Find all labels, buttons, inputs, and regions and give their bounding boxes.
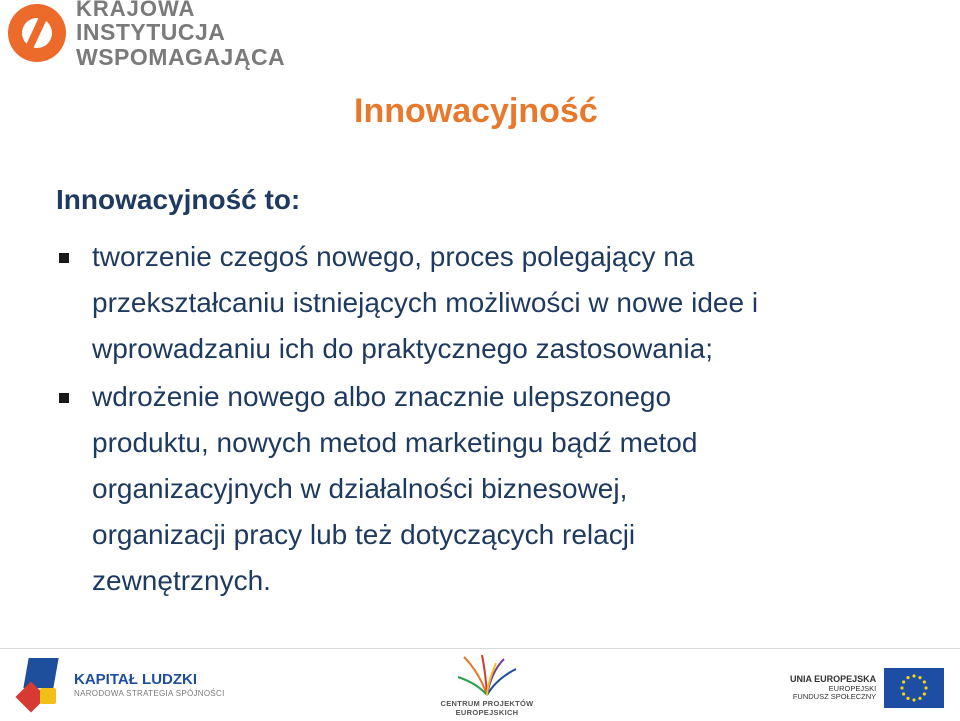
bullet-line: organizacji pracy lub też dotyczących relacji	[92, 519, 636, 550]
kiw-logo	[8, 0, 438, 70]
slide-title: Innowacyjność	[354, 92, 598, 130]
bullet-line: zewnętrznych.	[92, 565, 271, 596]
logo-text-line2: INSTYTUCJA WSPOMAGAJĄCA	[76, 19, 286, 70]
bullet-line: wdrożenie nowego albo znacznie ulepszonego	[92, 381, 672, 412]
eu-title: UNIA EUROPEJSKA	[790, 674, 877, 685]
eu-flag-icon	[884, 668, 944, 708]
eu-star	[902, 692, 905, 695]
slide-subtitle: Innowacyjność to:	[56, 184, 301, 215]
cpe-text: CENTRUM PROJEKTÓW EUROPEJSKICH	[440, 699, 534, 717]
bullet-line: tworzenie czegoś nowego, proces polegający na	[92, 241, 695, 272]
eu-star	[919, 676, 922, 679]
eu-star	[919, 697, 922, 700]
bullet-line: produktu, nowych metod marketingu bądź metod	[92, 427, 698, 458]
eu-star	[913, 698, 916, 701]
kapital-ludzki-logo	[20, 655, 225, 715]
bullet-line: przekształcaniu istniejących możliwości w nowe idee i	[92, 287, 759, 318]
eu-star	[913, 674, 916, 677]
eu-star	[923, 680, 926, 683]
eu-logo	[790, 663, 950, 713]
eu-star	[923, 692, 926, 695]
list-item	[56, 374, 936, 604]
bullet-line: wprowadzaniu ich do praktycznego zastosowania;	[92, 333, 714, 364]
square-bullet-icon	[59, 253, 69, 263]
cpe-logo	[412, 653, 562, 717]
bullet-line: organizacyjnych w działalności biznesowej,	[92, 473, 628, 504]
kapital-ludzki-mark-icon	[20, 658, 64, 712]
kiw-logo-mark-icon	[8, 4, 66, 62]
kl-title: KAPITAŁ LUDZKI	[74, 671, 198, 689]
eu-fund-line2: FUNDUSZ SPOŁECZNY	[792, 692, 877, 702]
kl-subtitle: NARODOWA STRATEGIA SPÓJNOŚCI	[74, 689, 225, 699]
square-bullet-icon	[59, 393, 69, 403]
footer-logo-bar	[0, 648, 960, 721]
list-item	[56, 234, 936, 372]
eu-star	[925, 686, 928, 689]
eu-fund-line1: EUROPEJSKI	[828, 683, 877, 693]
eu-star	[907, 676, 910, 679]
eu-star	[901, 686, 904, 689]
cpe-swirl-icon	[452, 653, 522, 697]
logo-text-line1: KRAJOWA	[76, 0, 196, 22]
bullet-list	[56, 234, 936, 606]
eu-star	[902, 680, 905, 683]
eu-star	[907, 697, 910, 700]
